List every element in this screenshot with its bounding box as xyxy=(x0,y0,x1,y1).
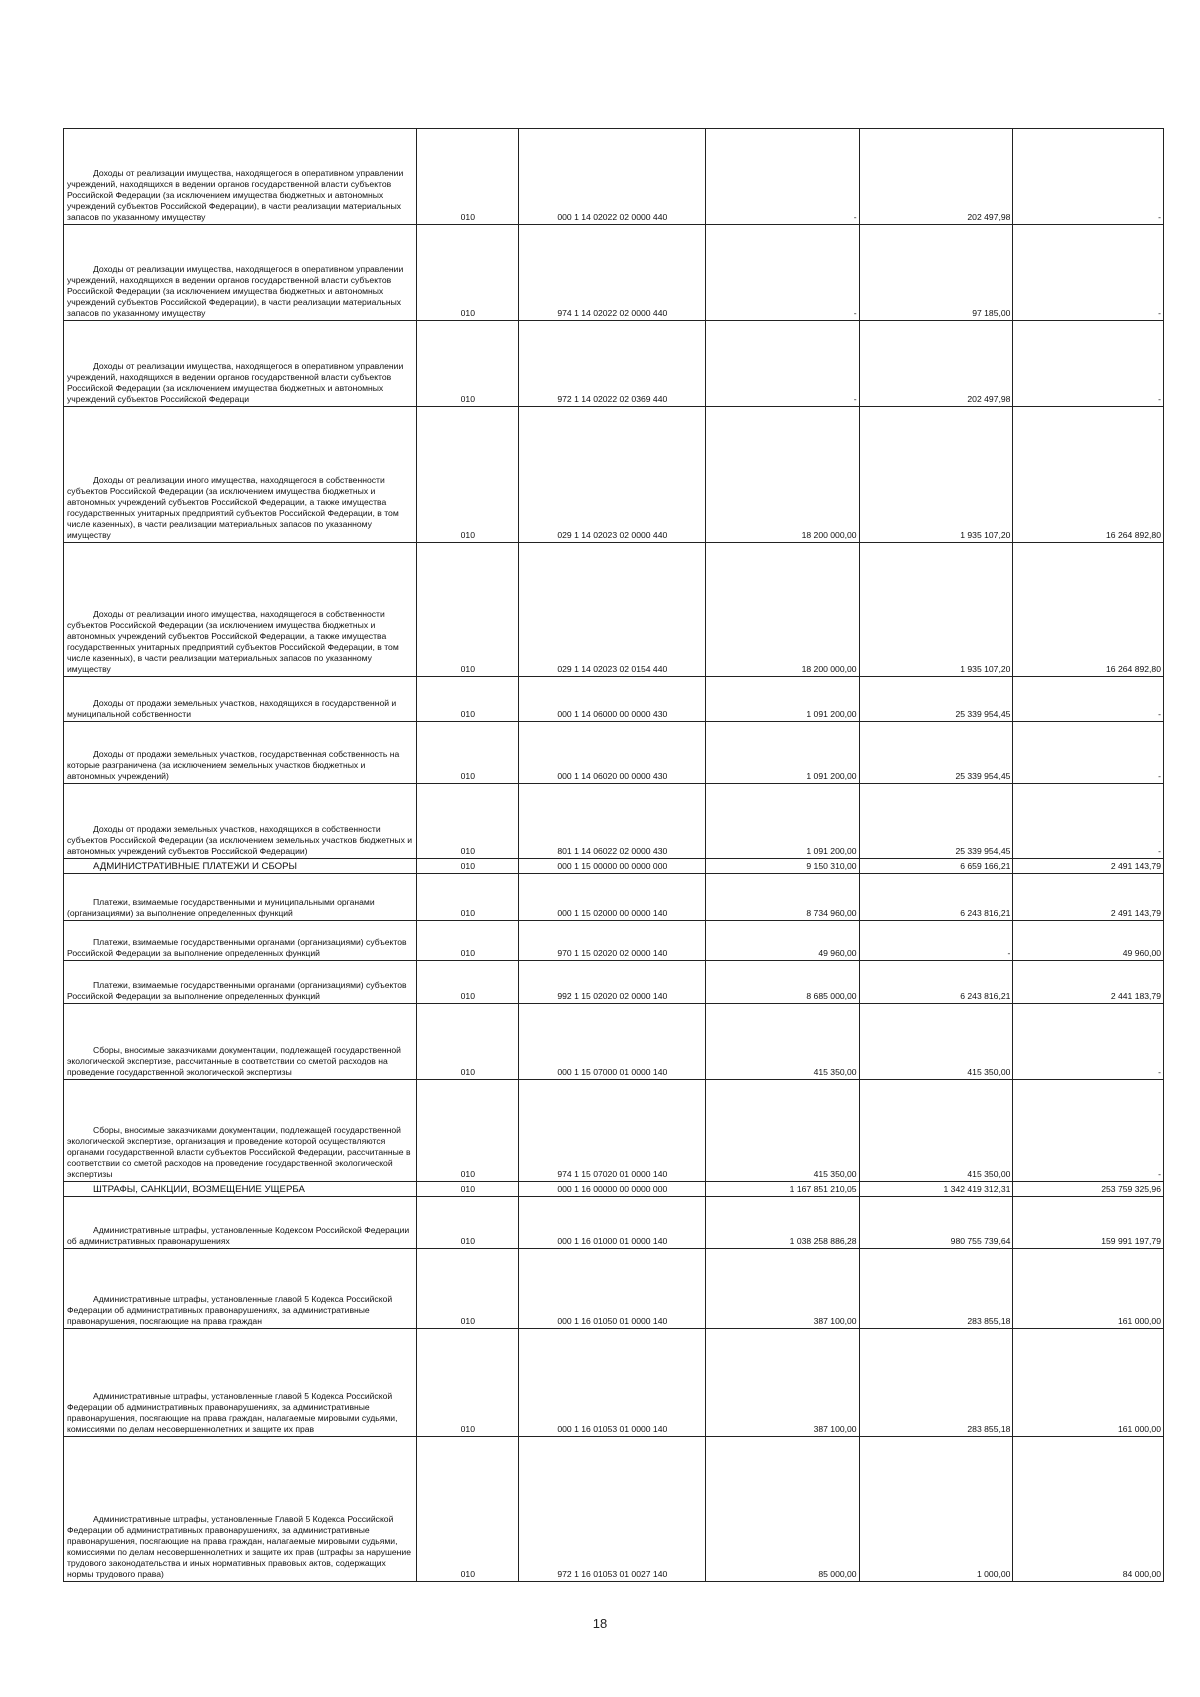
row-approved: 8 685 000,00 xyxy=(705,961,859,1004)
row-approved: 387 100,00 xyxy=(705,1249,859,1329)
row-kbk: 029 1 14 02023 02 0000 440 xyxy=(518,407,705,543)
table-row xyxy=(64,321,1164,407)
row-name: Платежи, взимаемые государственными и муниципальными органами (организациями) за выполнение определенных функций xyxy=(64,874,417,921)
row-code: 010 xyxy=(416,961,518,1004)
revenue-table-body xyxy=(64,129,1164,1582)
row-approved: 1 038 258 886,28 xyxy=(705,1197,859,1249)
row-code: 010 xyxy=(416,784,518,859)
row-approved: - xyxy=(705,129,859,225)
row-kbk: 000 1 14 06000 00 0000 430 xyxy=(518,677,705,722)
table-row xyxy=(64,961,1164,1004)
row-kbk: 972 1 14 02022 02 0369 440 xyxy=(518,321,705,407)
row-code: 010 xyxy=(416,543,518,677)
row-executed: 1 935 107,20 xyxy=(859,543,1013,677)
row-approved: 9 150 310,00 xyxy=(705,859,859,874)
row-name: Сборы, вносимые заказчиками документации, подлежащей государственной экологической экспертизе, рассчитанные в соответствии со сметой расходов на проведение государственной экологической экспертизы xyxy=(64,1004,417,1080)
row-executed: 1 935 107,20 xyxy=(859,407,1013,543)
row-code: 010 xyxy=(416,921,518,961)
row-kbk: 992 1 15 02020 02 0000 140 xyxy=(518,961,705,1004)
row-unexecuted: 2 491 143,79 xyxy=(1013,859,1164,874)
row-name: Административные штрафы, установленные главой 5 Кодекса Российской Федерации об административных правонарушениях, за административные правонарушения, посягающие на права граждан xyxy=(64,1249,417,1329)
table-row xyxy=(64,677,1164,722)
row-approved: 415 350,00 xyxy=(705,1080,859,1182)
row-kbk: 000 1 16 01000 01 0000 140 xyxy=(518,1197,705,1249)
row-kbk: 972 1 16 01053 01 0027 140 xyxy=(518,1437,705,1582)
table-row xyxy=(64,1197,1164,1249)
row-executed: 97 185,00 xyxy=(859,225,1013,321)
row-approved: 387 100,00 xyxy=(705,1329,859,1437)
row-name: Платежи, взимаемые государственными органами (организациями) субъектов Российской Федерации за выполнение определенных функций xyxy=(64,921,417,961)
table-row xyxy=(64,874,1164,921)
row-unexecuted: - xyxy=(1013,1004,1164,1080)
row-unexecuted: - xyxy=(1013,784,1164,859)
row-code: 010 xyxy=(416,321,518,407)
row-code: 010 xyxy=(416,129,518,225)
row-unexecuted: 2 491 143,79 xyxy=(1013,874,1164,921)
row-executed: 6 659 166,21 xyxy=(859,859,1013,874)
row-kbk: 000 1 16 01053 01 0000 140 xyxy=(518,1329,705,1437)
row-code: 010 xyxy=(416,225,518,321)
row-unexecuted: 49 960,00 xyxy=(1013,921,1164,961)
budget-report-sheet xyxy=(63,128,1164,1582)
row-approved: 49 960,00 xyxy=(705,921,859,961)
row-unexecuted: - xyxy=(1013,321,1164,407)
row-executed: 283 855,18 xyxy=(859,1249,1013,1329)
row-approved: 1 091 200,00 xyxy=(705,784,859,859)
row-executed: 980 755 739,64 xyxy=(859,1197,1013,1249)
row-unexecuted: 16 264 892,80 xyxy=(1013,407,1164,543)
row-kbk: 000 1 14 02022 02 0000 440 xyxy=(518,129,705,225)
row-unexecuted: - xyxy=(1013,129,1164,225)
row-approved: 8 734 960,00 xyxy=(705,874,859,921)
row-executed: 283 855,18 xyxy=(859,1329,1013,1437)
row-name: Доходы от реализации имущества, находящегося в оперативном управлении учреждений, находящихся в ведении органов государственной власти субъектов Российской Федерации (за исключением имущества бюджетных и автономных учреждений субъектов Российской Федераци xyxy=(64,321,417,407)
row-unexecuted: 161 000,00 xyxy=(1013,1329,1164,1437)
row-approved: 18 200 000,00 xyxy=(705,543,859,677)
row-approved: 18 200 000,00 xyxy=(705,407,859,543)
row-kbk: 000 1 15 07000 01 0000 140 xyxy=(518,1004,705,1080)
row-unexecuted: 16 264 892,80 xyxy=(1013,543,1164,677)
row-executed: 415 350,00 xyxy=(859,1004,1013,1080)
row-unexecuted: - xyxy=(1013,1080,1164,1182)
table-row xyxy=(64,921,1164,961)
row-kbk: 000 1 15 00000 00 0000 000 xyxy=(518,859,705,874)
row-unexecuted: 253 759 325,96 xyxy=(1013,1182,1164,1197)
table-row xyxy=(64,407,1164,543)
table-row xyxy=(64,1004,1164,1080)
table-row xyxy=(64,784,1164,859)
row-unexecuted: - xyxy=(1013,722,1164,784)
row-kbk: 974 1 14 02022 02 0000 440 xyxy=(518,225,705,321)
row-code: 010 xyxy=(416,1249,518,1329)
table-row xyxy=(64,543,1164,677)
row-approved: - xyxy=(705,321,859,407)
row-executed: 202 497,98 xyxy=(859,129,1013,225)
table-row xyxy=(64,225,1164,321)
row-kbk: 000 1 15 02000 00 0000 140 xyxy=(518,874,705,921)
table-row xyxy=(64,1329,1164,1437)
row-code: 010 xyxy=(416,874,518,921)
row-approved: 415 350,00 xyxy=(705,1004,859,1080)
row-approved: - xyxy=(705,225,859,321)
row-approved: 1 091 200,00 xyxy=(705,677,859,722)
table-row xyxy=(64,859,1164,874)
row-code: 010 xyxy=(416,1004,518,1080)
row-name: Доходы от продажи земельных участков, находящихся в государственной и муниципальной собственности xyxy=(64,677,417,722)
row-code: 010 xyxy=(416,677,518,722)
row-unexecuted: 159 991 197,79 xyxy=(1013,1197,1164,1249)
row-approved: 85 000,00 xyxy=(705,1437,859,1582)
row-kbk: 029 1 14 02023 02 0154 440 xyxy=(518,543,705,677)
row-name: ШТРАФЫ, САНКЦИИ, ВОЗМЕЩЕНИЕ УЩЕРБА xyxy=(64,1182,417,1197)
page-number: 18 xyxy=(592,1616,608,1631)
row-kbk: 000 1 14 06020 00 0000 430 xyxy=(518,722,705,784)
row-code: 010 xyxy=(416,859,518,874)
row-name: АДМИНИСТРАТИВНЫЕ ПЛАТЕЖИ И СБОРЫ xyxy=(64,859,417,874)
table-row xyxy=(64,1249,1164,1329)
row-executed: 25 339 954,45 xyxy=(859,722,1013,784)
row-executed: - xyxy=(859,921,1013,961)
row-name: Доходы от реализации имущества, находящегося в оперативном управлении учреждений, находящихся в ведении органов государственной власти субъектов Российской Федерации (за исключением имущества бюджетных и автономных учреждений субъектов Российской Федерации), в части реализации материальных запасов по указанному имуществу xyxy=(64,225,417,321)
table-row xyxy=(64,1182,1164,1197)
row-executed: 25 339 954,45 xyxy=(859,784,1013,859)
row-unexecuted: - xyxy=(1013,225,1164,321)
row-name: Платежи, взимаемые государственными органами (организациями) субъектов Российской Федерации за выполнение определенных функций xyxy=(64,961,417,1004)
table-row xyxy=(64,1080,1164,1182)
row-name: Доходы от реализации иного имущества, находящегося в собственности субъектов Российской Федерации (за исключением имущества бюджетных и автономных учреждений субъектов Российской Федерации, а также имущества государственных унитарных предприятий субъектов Российской Федерации, в том числе казенных), в части реализации материальных запасов по указанному имуществу xyxy=(64,407,417,543)
row-code: 010 xyxy=(416,722,518,784)
row-kbk: 000 1 16 01050 01 0000 140 xyxy=(518,1249,705,1329)
row-executed: 415 350,00 xyxy=(859,1080,1013,1182)
row-name: Административные штрафы, установленные Главой 5 Кодекса Российской Федерации об административных правонарушениях, за административные правонарушения, посягающие на права граждан, налагаемые мировыми судьями, комиссиями по делам несовершеннолетних и защите их прав (штрафы за нарушение трудового законодательства и иных нормативных правовых актов, содержащих нормы трудового права) xyxy=(64,1437,417,1582)
row-name: Сборы, вносимые заказчиками документации, подлежащей государственной экологической экспертизе, организация и проведение которой осуществляются органами государственной власти субъектов Российской Федерации, рассчитанные в соответствии со сметой расходов на проведение государственной экологической экспертизы xyxy=(64,1080,417,1182)
row-kbk: 801 1 14 06022 02 0000 430 xyxy=(518,784,705,859)
row-approved: 1 091 200,00 xyxy=(705,722,859,784)
row-code: 010 xyxy=(416,1080,518,1182)
row-unexecuted: 84 000,00 xyxy=(1013,1437,1164,1582)
row-code: 010 xyxy=(416,1197,518,1249)
row-approved: 1 167 851 210,05 xyxy=(705,1182,859,1197)
row-unexecuted: - xyxy=(1013,677,1164,722)
row-name: Доходы от продажи земельных участков, находящихся в собственности субъектов Российской Федерации (за исключением земельных участков бюджетных и автономных учреждений субъектов Российской Федерации) xyxy=(64,784,417,859)
revenue-table xyxy=(63,128,1164,1582)
row-name: Административные штрафы, установленные главой 5 Кодекса Российской Федерации об административных правонарушениях, за административные правонарушения, посягающие на права граждан, налагаемые мировыми судьями, комиссиями по делам несовершеннолетних и защите их прав xyxy=(64,1329,417,1437)
row-code: 010 xyxy=(416,1182,518,1197)
row-name: Доходы от реализации иного имущества, находящегося в собственности субъектов Российской Федерации (за исключением имущества бюджетных и автономных учреждений субъектов Российской Федерации, а также имущества государственных унитарных предприятий субъектов Российской Федерации, в том числе казенных), в части реализации материальных запасов по указанному имуществу xyxy=(64,543,417,677)
row-name: Административные штрафы, установленные Кодексом Российской Федерации об административных правонарушениях xyxy=(64,1197,417,1249)
table-row xyxy=(64,129,1164,225)
row-kbk: 000 1 16 00000 00 0000 000 xyxy=(518,1182,705,1197)
row-name: Доходы от реализации имущества, находящегося в оперативном управлении учреждений, находящихся в ведении органов государственной власти субъектов Российской Федерации (за исключением имущества бюджетных и автономных учреждений субъектов Российской Федерации), в части реализации материальных запасов по указанному имуществу xyxy=(64,129,417,225)
row-code: 010 xyxy=(416,1437,518,1582)
row-executed: 6 243 816,21 xyxy=(859,961,1013,1004)
row-executed: 1 342 419 312,31 xyxy=(859,1182,1013,1197)
row-kbk: 974 1 15 07020 01 0000 140 xyxy=(518,1080,705,1182)
row-executed: 1 000,00 xyxy=(859,1437,1013,1582)
row-unexecuted: 2 441 183,79 xyxy=(1013,961,1164,1004)
row-executed: 202 497,98 xyxy=(859,321,1013,407)
row-code: 010 xyxy=(416,407,518,543)
row-executed: 25 339 954,45 xyxy=(859,677,1013,722)
row-executed: 6 243 816,21 xyxy=(859,874,1013,921)
row-code: 010 xyxy=(416,1329,518,1437)
row-unexecuted: 161 000,00 xyxy=(1013,1249,1164,1329)
table-row xyxy=(64,1437,1164,1582)
table-row xyxy=(64,722,1164,784)
row-name: Доходы от продажи земельных участков, государственная собственность на которые разграничена (за исключением земельных участков бюджетных и автономных учреждений) xyxy=(64,722,417,784)
row-kbk: 970 1 15 02020 02 0000 140 xyxy=(518,921,705,961)
